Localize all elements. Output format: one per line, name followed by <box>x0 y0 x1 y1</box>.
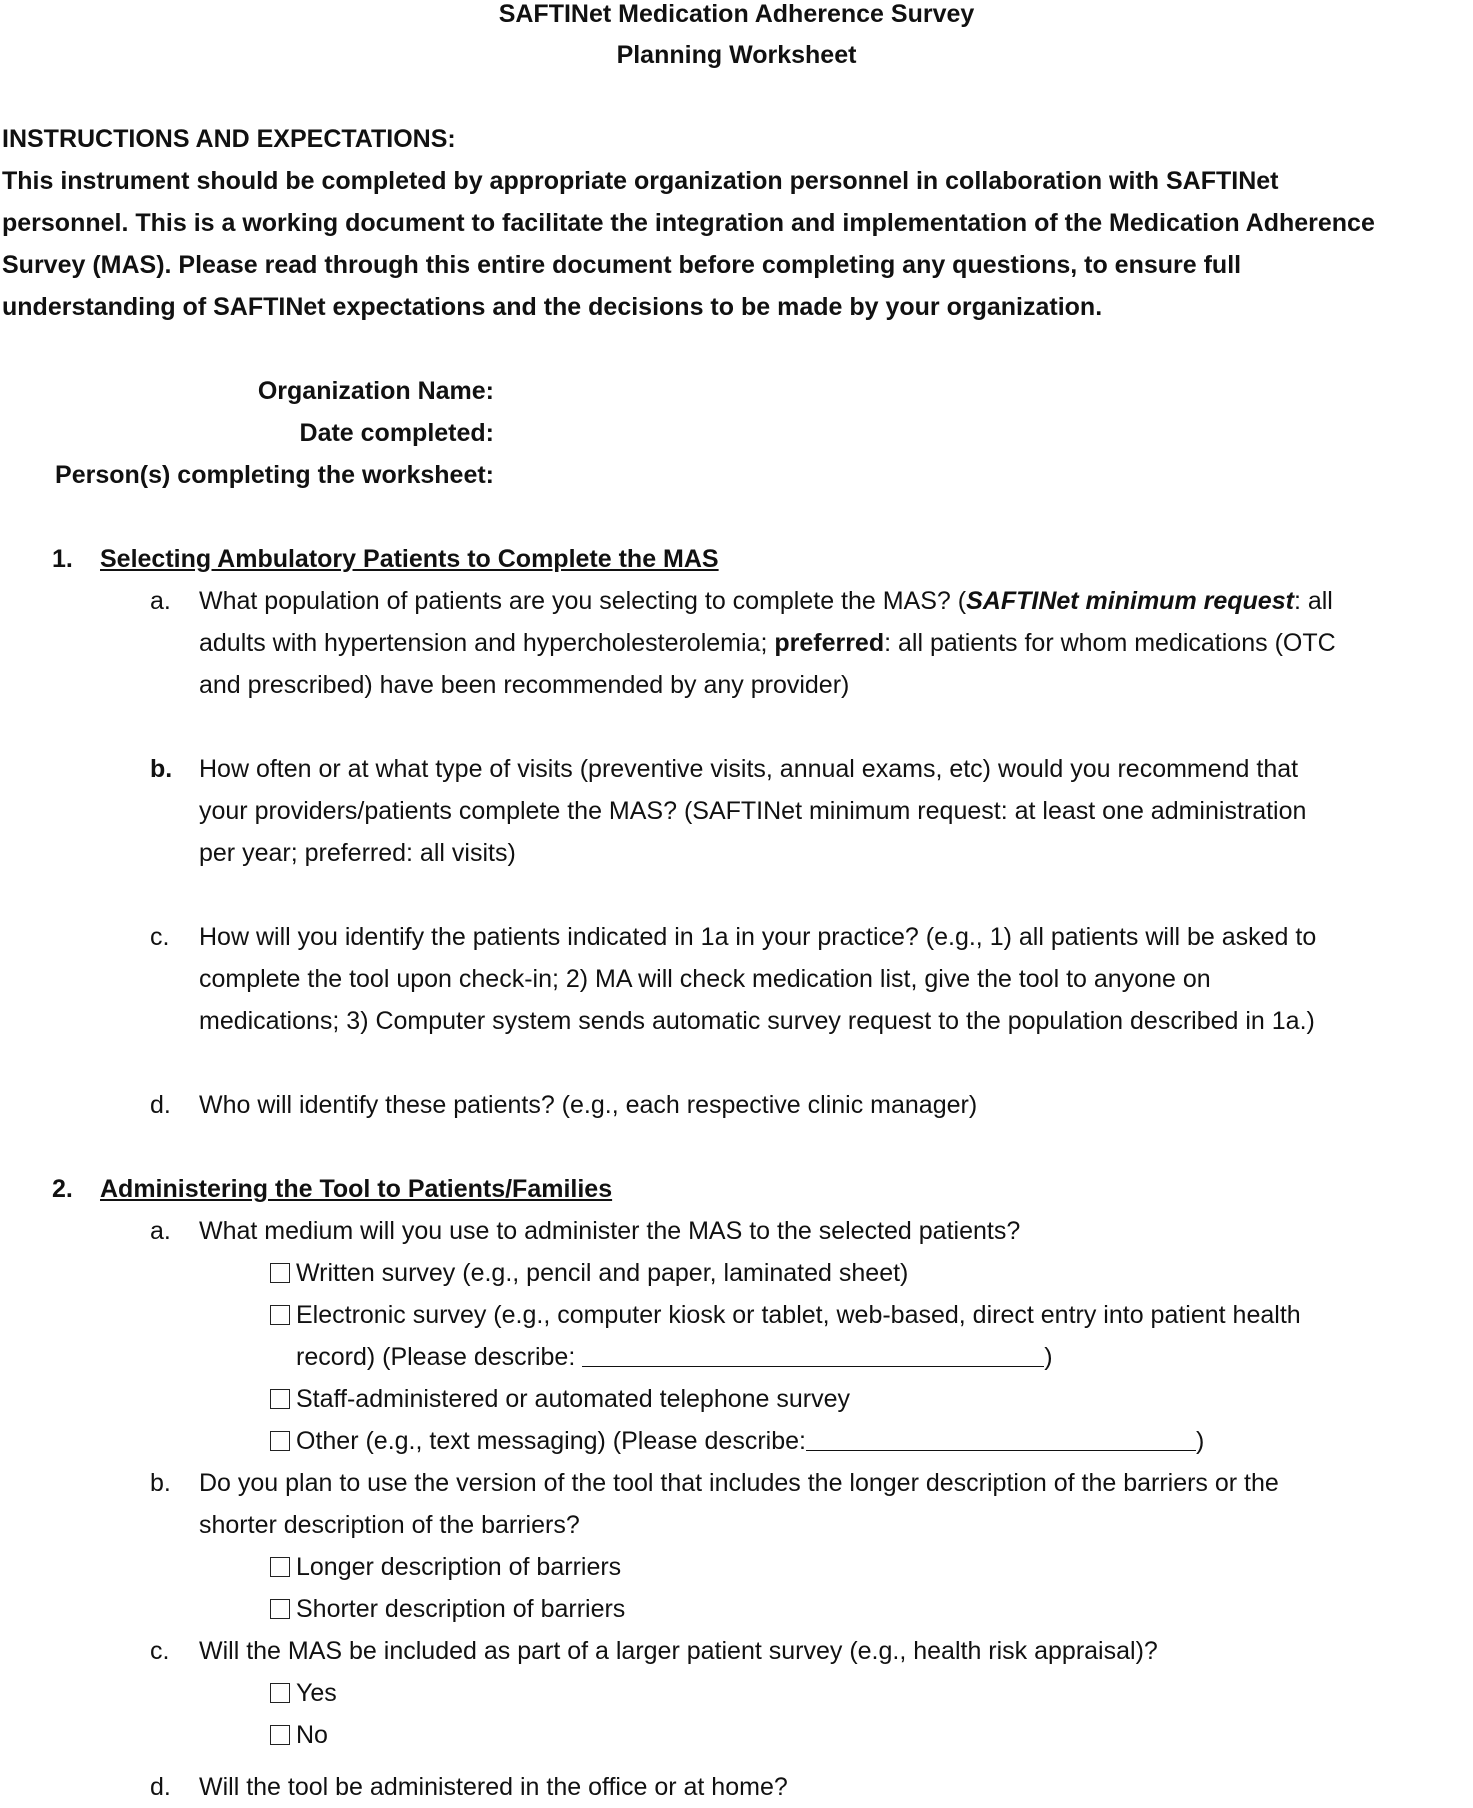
question-text: What medium will you use to administer the MAS to the selected patients? <box>199 1217 1021 1245</box>
question-text: How will you identify the patients indicated in 1a in your practice? (e.g., 1) all patients will be asked to <box>199 923 1317 951</box>
question-text: Do you plan to use the version of the tool that includes the longer description of the barriers or the <box>199 1469 1279 1497</box>
question-text: complete the tool upon check-in; 2) MA will check medication list, give the tool to anyone on <box>199 965 1211 993</box>
question-text: : all patients for whom medications (OTC <box>884 629 1336 657</box>
checkbox-icon[interactable] <box>270 1683 290 1703</box>
preferred-emphasis: preferred <box>774 629 885 657</box>
instructions-line: Survey (MAS). Please read through this entire document before completing any questions, to ensure full <box>2 251 1242 279</box>
section-2-number: 2. <box>52 1175 73 1203</box>
option-label: Written survey (e.g., pencil and paper, laminated sheet) <box>296 1259 909 1287</box>
question-label: d. <box>150 1091 171 1119</box>
instructions-heading: INSTRUCTIONS AND EXPECTATIONS: <box>2 125 456 153</box>
checkbox-option-staff[interactable] <box>270 1378 850 1420</box>
instructions-line: This instrument should be completed by appropriate organization personnel in collaboration with SAFTINet <box>2 167 1279 195</box>
organization-name-label: Organization Name: <box>257 377 494 405</box>
section-1-number: 1. <box>52 545 73 573</box>
question-text: : all <box>1293 587 1333 615</box>
checkbox-icon[interactable] <box>270 1599 290 1619</box>
checkbox-icon[interactable] <box>270 1305 290 1325</box>
option-label: Electronic survey (e.g., computer kiosk or tablet, web-based, direct entry into patient health <box>296 1301 1301 1329</box>
instructions-line: personnel. This is a working document to facilitate the integration and implementation of the Medication Adherence <box>2 209 1375 237</box>
document-subtitle: Planning Worksheet <box>616 41 857 69</box>
option-label: Longer description of barriers <box>296 1553 622 1581</box>
checkbox-option-shorter[interactable] <box>270 1588 625 1630</box>
section-1-title: Selecting Ambulatory Patients to Complete the MAS <box>100 545 719 573</box>
option-label: ) <box>1044 1343 1053 1371</box>
question-text: Will the tool be administered in the office or at home? <box>199 1773 788 1801</box>
option-label: ) <box>1195 1427 1205 1455</box>
option-label: Shorter description of barriers <box>296 1595 626 1623</box>
checkbox-icon[interactable] <box>270 1725 290 1745</box>
question-text: and prescribed) have been recommended by any provider) <box>199 671 850 699</box>
question-text: shorter description of the barriers? <box>199 1511 580 1539</box>
checkbox-option-written[interactable] <box>270 1252 908 1294</box>
question-1a-line2 <box>199 622 1336 664</box>
checkbox-icon[interactable] <box>270 1263 290 1283</box>
question-text: Will the MAS be included as part of a larger patient survey (e.g., health risk appraisal)? <box>199 1637 1158 1665</box>
question-label: b. <box>150 1469 171 1497</box>
minimum-request-emphasis: SAFTINet minimum request <box>966 587 1294 615</box>
persons-completing-label: Person(s) completing the worksheet: <box>55 461 494 489</box>
option-label: No <box>296 1721 328 1749</box>
option-label: Other (e.g., text messaging) (Please describe: <box>296 1427 806 1455</box>
checkbox-option-longer[interactable] <box>270 1546 621 1588</box>
checkbox-icon[interactable] <box>270 1557 290 1577</box>
question-text: per year; preferred: all visits) <box>199 839 516 867</box>
other-describe-field[interactable] <box>806 1420 1196 1451</box>
checkbox-option-yes[interactable] <box>270 1672 337 1714</box>
checkbox-option-other[interactable] <box>270 1420 1204 1462</box>
instructions-line: understanding of SAFTINet expectations and the decisions to be made by your organization. <box>2 293 1103 321</box>
question-text: Who will identify these patients? (e.g., each respective clinic manager) <box>199 1091 978 1119</box>
checkbox-icon[interactable] <box>270 1389 290 1409</box>
question-label: d. <box>150 1773 171 1801</box>
option-label: Yes <box>296 1679 337 1707</box>
date-completed-label: Date completed: <box>299 419 494 447</box>
question-label: b. <box>150 755 173 783</box>
electronic-describe-field[interactable] <box>582 1336 1044 1367</box>
question-text: your providers/patients complete the MAS? (SAFTINet minimum request: at least one administration <box>199 797 1307 825</box>
question-text: medications; 3) Computer system sends automatic survey request to the population described in 1a.) <box>199 1007 1315 1035</box>
electronic-describe-line <box>296 1336 1053 1378</box>
question-text: What population of patients are you selecting to complete the MAS? ( <box>199 587 967 615</box>
checkbox-option-no[interactable] <box>270 1714 328 1756</box>
question-label: a. <box>150 587 171 615</box>
document-title: SAFTINet Medication Adherence Survey <box>498 0 975 28</box>
question-text: adults with hypertension and hypercholesterolemia; <box>199 629 775 657</box>
option-label: record) (Please describe: <box>296 1343 583 1371</box>
question-label: a. <box>150 1217 171 1245</box>
option-label: Staff-administered or automated telephone survey <box>296 1385 851 1413</box>
question-label: c. <box>150 923 170 951</box>
checkbox-icon[interactable] <box>270 1431 290 1451</box>
checkbox-option-electronic[interactable] <box>270 1294 1301 1336</box>
question-text: How often or at what type of visits (preventive visits, annual exams, etc) would you recommend that <box>199 755 1299 783</box>
question-label: c. <box>150 1637 170 1665</box>
section-2-title: Administering the Tool to Patients/Families <box>100 1175 613 1203</box>
